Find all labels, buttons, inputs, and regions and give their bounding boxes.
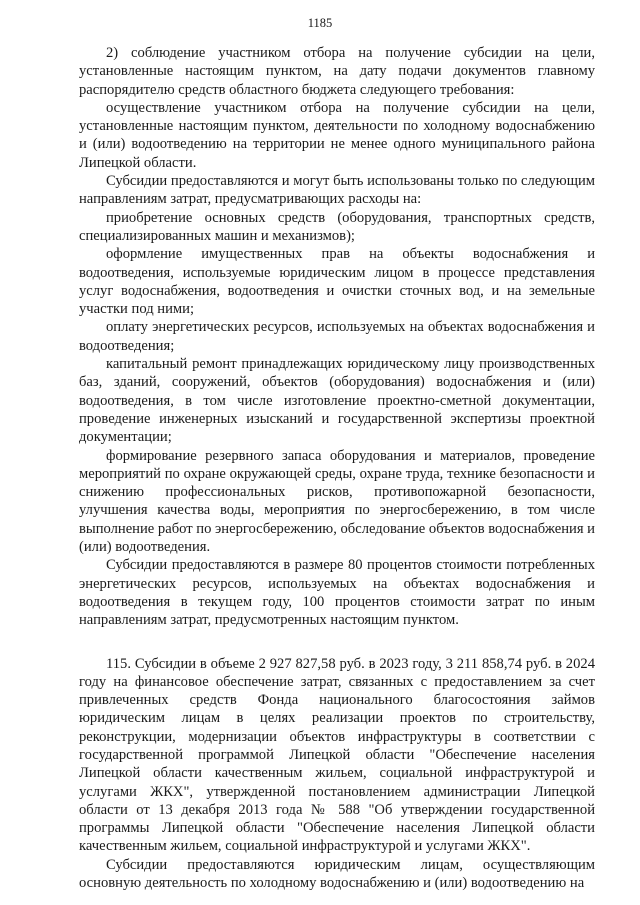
paragraph-energy-resources: оплату энергетических ресурсов, используемых на объектах водоснабжения и водоотведения;	[79, 319, 595, 354]
paragraph-section-115: 115. Субсидии в объеме 2 927 827,58 руб. в 2023 году, 3 211 858,74 руб. в 2024 году на финансовое обеспечение затрат, связанных с предоставлением за счет привлеченных средств Фонда национального благосостояния займов юридическим лицам в целях реализации проектов по строительству, реконструкции, модернизации объектов инфраструктуры в соответствии с государственной программой Липецкой области "Обеспечение населения Липецкой области качественным жильем, социальной инфраструктурой и услугами ЖКХ", утвержденной постановлением администрации Липецкой области от 13 декабря 2013 года № 588 "Об утверждении государственной программы Липецкой области "Обеспечение населения Липецкой области качественным жильем, социальной инфраструктурой и услугами ЖКХ".	[79, 655, 595, 855]
section-gap	[79, 630, 595, 655]
paragraph-fixed-assets: приобретение основных средств (оборудования, транспортных средств, специализированных машин и механизмов);	[79, 209, 595, 244]
paragraph-property-rights: оформление имущественных прав на объекты водоснабжения и водоотведения, используемые юридическим лицом в процессе представления услуг водоснабжения, водоотведения и очистки сточных вод, и на земельные участки под ними;	[79, 246, 595, 318]
paragraph-capital-repair: капитальный ремонт принадлежащих юридическому лицу производственных баз, зданий, сооружений, объектов (оборудования) водоснабжения и (или) водоотведения, в том числе изготовление проектно-сметной документации, проведение инженерных изысканий и государственной экспертизы проектной документации;	[79, 356, 595, 446]
page-number: 1185	[307, 16, 333, 30]
paragraph-subsidy-amount: Субсидии предоставляются в размере 80 процентов стоимости потребленных энергетических ресурсов, используемых на объектах водоснабжения и водоотведения в текущем году, 100 процентов стоимости затрат по иным направлениям затрат, предусмотренных настоящим пунктом.	[79, 557, 595, 629]
paragraph-reserve-stock: формирование резервного запаса оборудования и материалов, проведение мероприятий по охране окружающей среды, охране труда, технике безопасности и снижению профессиональных рисков, противопожарной безопасности, улучшения качества воды, мероприятия по энергосбережению, в том числе выполнение работ по энергосбережению, обследование объектов водоснабжения и (или) водоотведения.	[79, 447, 595, 556]
paragraph-activity-requirement: осуществление участником отбора на получение субсидии на цели, установленные настоящим пунктом, деятельности по холодному водоснабжению и (или) водоотведению на территории не менее одного муниципального района Липецкой области.	[79, 99, 595, 171]
paragraph-section-115-recipients: Субсидии предоставляются юридическим лицам, осуществляющим основную деятельность по холодному водоснабжению и (или) водоотведению на	[79, 856, 595, 892]
document-body	[79, 44, 595, 892]
paragraph-requirement-2: 2) соблюдение участником отбора на получение субсидии на цели, установленные настоящим пунктом, на дату подачи документов главному распорядителю средств областного бюджета следующего требования:	[79, 45, 595, 98]
paragraph-cost-directions-intro: Субсидии предоставляются и могут быть использованы только по следующим направлениям затрат, предусматривающих расходы на:	[79, 173, 595, 208]
